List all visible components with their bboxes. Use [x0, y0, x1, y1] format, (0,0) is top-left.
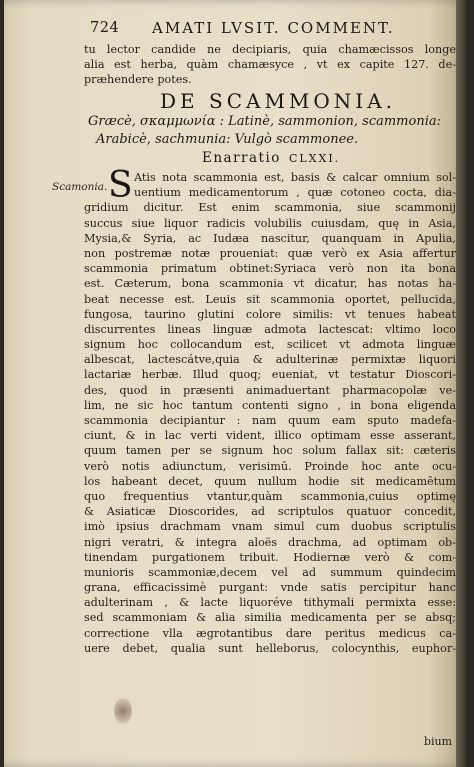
text-line: fungosa, taurino glutini colore similis: vt tenues habeat — [84, 307, 456, 321]
text-line: scammonia decipiantur : nam quum eam sputo madefa- — [84, 414, 456, 428]
page-edge — [456, 0, 466, 767]
text-line: & Asiaticæ Dioscorides, ad scriptulos quatuor concedit, — [84, 505, 456, 519]
body-opening — [134, 170, 456, 200]
text-line: quo frequentius vtantur,quàm scammonia,cuius optimę — [84, 489, 456, 503]
text-line: alia est herba, quàm chamæsyce , vt ex capite 127. de- — [84, 58, 456, 72]
text-line: sed scammoniam & alia similia medicamenta per se absq; — [84, 611, 456, 625]
text-line: est. Cæterum, bona scammonia vt dicatur, has notas ha- — [84, 277, 456, 291]
text-line: los habeant decet, quum nullum hodie sit medicamētum — [84, 474, 456, 488]
text-line: Mysia,& Syria, ac Iudæa nascitur, quanquam in Apulia, — [84, 231, 456, 245]
text-line: discurrentes lineas linguæ admota lactescat: vltimo loco — [84, 322, 456, 336]
enarratio-label: Enarratio — [202, 150, 281, 166]
text-line: lactariæ herbæ. Illud quoq; eueniat, vt testatur Dioscori- — [84, 368, 456, 382]
book-page — [4, 0, 466, 767]
text-line: signum hoc collocandum est, scilicet vt admota linguæ — [84, 338, 456, 352]
text-line: gridium dicitur. Est enim scammonia, siue scammonij — [84, 201, 456, 215]
preceding-text — [84, 42, 456, 88]
text-line: quum tamen per se signum hoc solum fallax sit: cæteris — [84, 444, 456, 458]
text-line: beat necesse est. Leuis sit scammonia oportet, pellucida, — [84, 292, 456, 306]
text-line: Atis nota scammonia est, basis & calcar omnium sol- — [134, 171, 456, 184]
text-line: scammonia primatum obtinet:Syriaca verò non ita bona — [84, 262, 456, 276]
section-title: DE SCAMMONIA. — [160, 89, 396, 113]
running-title: AMATI LVSIT. COMMENT. — [152, 19, 395, 37]
text-line: non postremæ notæ proueniat: quæ verò ex Asia affertur — [84, 246, 456, 260]
text-line: des, quod in præsenti animaduertant pharmacopolæ ve- — [84, 383, 456, 397]
margin-note: Scamonia. — [52, 181, 108, 193]
names-block — [88, 113, 456, 149]
catchword: bium — [424, 735, 453, 748]
body-text — [84, 200, 456, 656]
text-line: uere debet, qualia sunt helleborus, colocynthis, euphor- — [84, 641, 456, 655]
page-number: 724 — [90, 20, 120, 36]
text-line: adulterinam , & lacte liquoréve tithymali permixta esse: — [84, 596, 456, 610]
text-line: lim, ne sic hoc tantum contenti signo , in bona eligenda — [84, 398, 456, 412]
text-line: præhendere potes. — [84, 73, 192, 87]
text-line: grana, efficacissimè purgant: vnde satis percipitur hanc — [84, 581, 456, 595]
text-line: verò notis adiunctum, verisimū. Proinde hoc ante ocu- — [84, 459, 456, 473]
text-line: munioris scammoniæ,decem vel ad summum quindecim — [84, 565, 456, 579]
text-line: succus siue liquor radicis volubilis cuiusdam, quę in Asia, — [84, 216, 456, 230]
text-line: tinendam purgationem tribuit. Hodiernæ verò & com- — [84, 550, 456, 564]
text-line: imò ipsius drachmam vnam simul cum duobus scriptulis — [84, 520, 456, 534]
text-line: uentium medicamentorum , quæ cotoneo cocta, dia- — [134, 186, 456, 200]
text-line: albescat, lactescátve,quia & adulterinæ permixtæ liquori — [84, 353, 456, 367]
text-line: tu lector candide ne decipiaris, quia chamæcissos longe — [84, 43, 456, 56]
enarratio-heading — [202, 150, 340, 166]
ink-stain — [114, 698, 132, 724]
names-line: Græcè, σκαμμωνία : Latinè, sammonion, scammonia: — [88, 114, 441, 129]
enarratio-number: CLXXI. — [288, 152, 341, 165]
text-line: correctione vlla ægrotantibus dare peritus medicus ca- — [84, 626, 456, 640]
text-line: nigri veratri, & integra aloës drachma, ad optimam ob- — [84, 535, 456, 549]
drop-capital: S — [108, 165, 133, 206]
names-line: Arabicè, sachmunia: Vulgò scammonee. — [96, 132, 359, 147]
text-line: ciunt, & in lac verti vident, illico optimam esse asserant, — [84, 429, 456, 443]
